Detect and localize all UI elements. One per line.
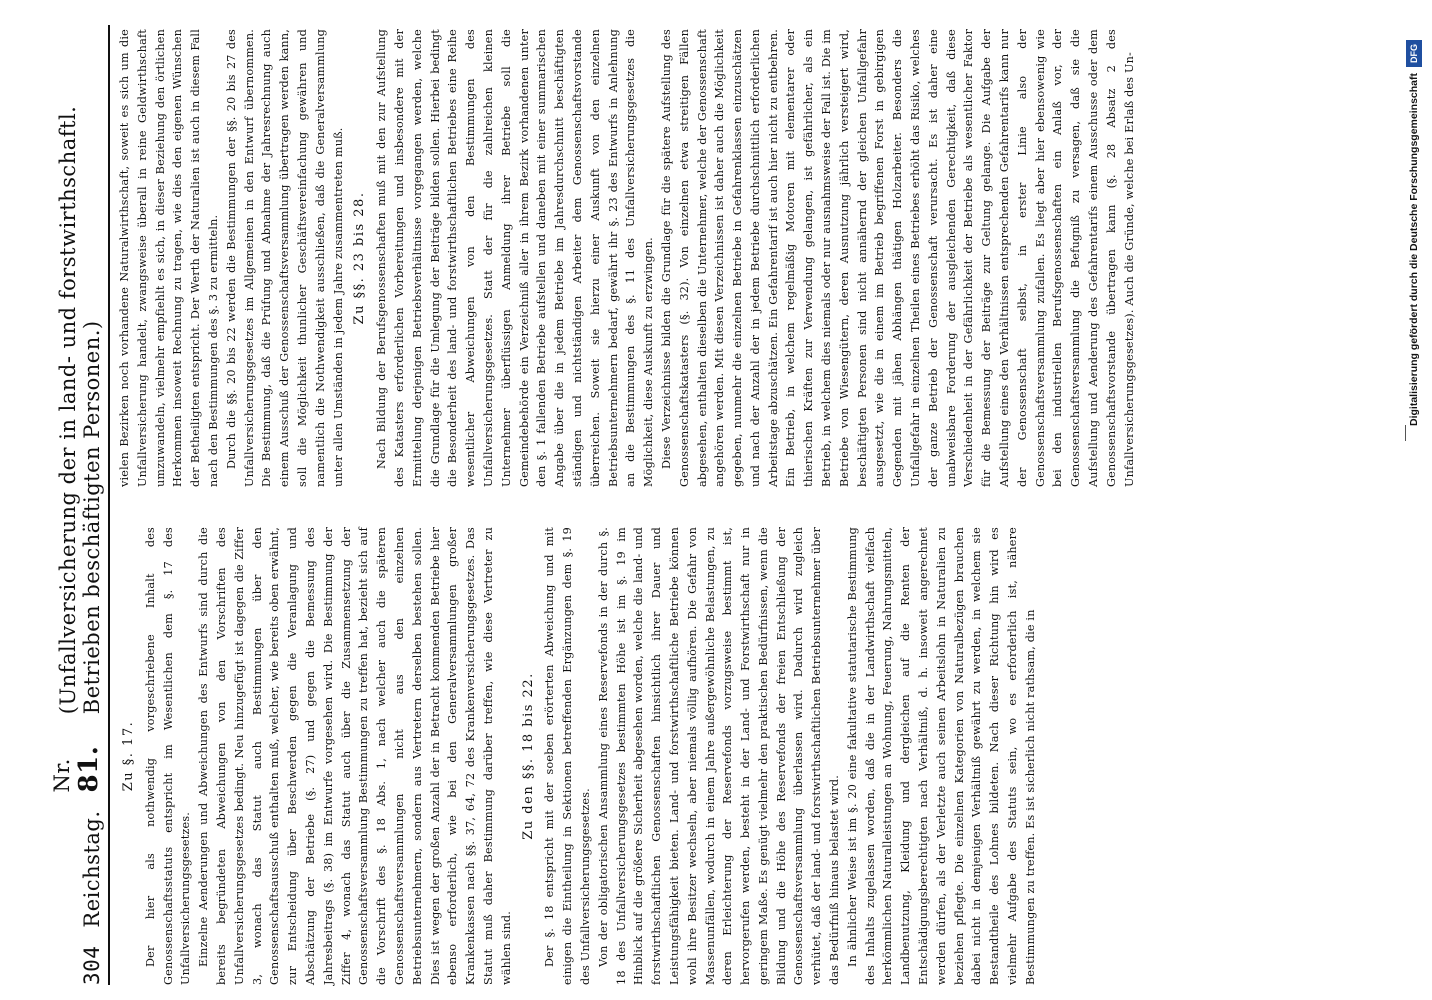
paragraph: Der §. 18 entspricht mit der soeben erörterten Abweichung und mit einigen die Eintheilung in Sektionen betreffenden Ergänzungen dem §. 19 des Unfallversicherungsgesetzes. xyxy=(543,527,592,985)
section-heading: Zu den §§. 18 bis 22. xyxy=(520,672,536,840)
left-column xyxy=(116,527,1040,985)
paragraph: Von der obligatorischen Ansammlung eines Reservefonds in der durch §. 18 des Unfallversicherungsgesetzes bestimmten Höhe ist im §. 19 im Hinblick auf die größere Sicherheit abgesehen worden, welche die land- und forstwirthschaftlichen Genossenschaften hinsichtlich ihrer Dauer und Leistungsfähigkeit bieten. Land- und forstwirthschaftliche Betriebe können wohl ihre Besitzer wechseln, aber niemals völlig aufhören. Die Gefahr von Massenunfällen, wodurch in einem Jahre außergewöhnliche Belastungen, zu deren Erleichterung der Reservefonds vorzugsweise bestimmt ist, hervorgerufen werden, besteht in der Land- und Forstwirthschaft nur in geringem Maße. Es genügt vielmehr den praktischen Bedürfnissen, wenn die Bildung und die Höhe des Reservefonds der freien Entschließung der Genossenschaftsversammlung überlassen wird. Dadurch wird zugleich verhütet, daß der land- und forstwirthschaftlichen Betriebsunternehmer über das Bedürfniß hinaus belastet wird. xyxy=(596,527,842,985)
paragraph: Diese Verzeichnisse bilden die Grundlage für die spätere Aufstellung des Genossenschaftskatasters (§. 32). Von einzelnen etwa streitigen Fällen abgesehen, enthalten dieselben die Unternehmer, welche der Genossenschaft angehören werden. Mit diesen Verzeichnissen ist daher auch die Möglichkeit gegeben, nunmehr die einzelnen Betriebe in Gefahrenklassen einzuschätzen und nach der Anzahl der in jedem Betriebe durchschnittlich erforderlichen Arbeitstage abzuschätzen. Ein Gefahrentarif ist auch hier nicht zu entbehren. Ein Betrieb, in welchem regelmäßig Motoren mit elementarer oder thierischen Kräften zur Verwendung gelangen, ist gefährlicher, als ein Betrieb, in welchem dies niemals oder nur ausnahmsweise der Fall ist. Die im Betriebe von Wiesengütern, deren Ausnutzung jährlich versteigert wird, beschäftigten Personen sind nicht annähernd der gleichen Unfallgefahr ausgesetzt, wie die in einem im Betrieb begriffenen Forst in gebirgigen Gegenden mit jähen Abhängen thätigen Holzarbeiter. Besonders die Unfallgefahr in einzelnen Theilen eines Betriebes erhöht das Risiko, welches der ganze Betrieb der Genossenschaft verursacht. Es ist daher eine unabweisbare Forderung der ausgleichenden Gerechtigkeit, daß diese Verschiedenheit in der Gefährlichkeit der Betriebe als wesentlicher Faktor für die Bemessung der Beiträge zur Geltung gelange. Die Aufgabe der Aufstellung eines den Verhältnissen entsprechenden Gefahrentarifs kann nur der Genossenschaft selbst, in erster Linie also der Genossenschaftsversammlung zufallen. Es liegt aber hier ebensowenig wie bei den industriellen Berufsgenossenschaften ein Anlaß vor, der Genossenschaftsversammlung die Befugniß zu versagen, daß sie die Aufstellung und Aenderung des Gefahrentarifs einem Ausschusse oder dem Genossenschaftsvorstande übertragen kann (§. 28 Absatz 2 des Unfallversicherungsgesetzes). Auch die Gründe, welche bei Erlaß des Un- xyxy=(659,29,1136,487)
rotated-page-content xyxy=(50,25,1390,985)
paragraph: Der hier als nothwendig vorgeschriebene Inhalt des Genossenschaftsstatuts entspricht im Wesentlichen dem §. 17 des Unfallversicherungsgesetzes. xyxy=(143,527,193,985)
section-heading: Zu §. 17. xyxy=(121,720,136,792)
digitization-note xyxy=(1404,40,1424,980)
page-header xyxy=(50,25,110,985)
header-reichstag: Reichstag. xyxy=(80,810,104,928)
right-column xyxy=(116,29,1138,487)
paragraph: Nach Bildung der Berufsgenossenschaften muß mit den zur Aufstellung des Katasters erforderlichen Vorbereitungen und insbesondere mit der Ermittelung derjenigen Betriebsverhältnisse vorgegangen werden, welche die Grundlage für die Umlegung der Beiträge bilden sollen. Hierbei bedingt die Besonderheit des land- und forstwirthschaftlichen Betriebes eine Reihe wesentlicher Abweichungen von den Bestimmungen des Unfallversicherungsgesetzes. Statt der für die zahlreichen kleinen Unternehmer überflüssigen Anmeldung ihrer Betriebe soll die Gemeindebehörde ein Verzeichniß aller in ihrem Bezirk vorhandenen unter den §. 1 fallenden Betriebe aufstellen und daneben mit einer summarischen Angabe über die in jedem Betriebe im Jahresdurchschnitt beschäftigten ständigen und nichtständigen Arbeiter dem Genossenschaftsvorstande überreichen. Soweit sie hierzu einer Auskunft von den einzelnen Betriebsunternehmern bedarf, gewährt ihr §. 23 des Entwurfs in Anlehnung an die Bestimmungen des §. 11 des Unfallversicherungsgesetzes die Möglichkeit, diese Auskunft zu erzwingen. xyxy=(375,29,656,487)
paragraph: vielen Bezirken noch vorhandene Naturalwirthschaft, soweit es sich um die Unfallversicherung handelt, zwangsweise überall in reine Geldwirthschaft umzuwandeln, vielmehr empfiehlt es sich, in dieser Beziehung den örtlichen Herkommen insoweit Rechnung zu tragen, wie dies den eigenen Wünschen der Betheiligten entspricht. Der Werth der Naturalien ist auch in diesem Fall nach den Bestimmungen des §. 3 zu ermitteln. xyxy=(118,29,220,487)
header-number xyxy=(50,732,104,792)
dfg-logo: DFG xyxy=(1406,40,1422,67)
paragraph: Einzelne Aenderungen und Abweichungen des Entwurfs sind durch die bereits begründeten Abweichungen von den Vorschriften des Unfallversicherungsgesetzes bedingt. Neu hinzugefügt ist dagegen die Ziffer 3, wonach das Statut auch Bestimmungen über den Genossenschaftsausschuß enthalten muß, welcher, wie bereits oben erwähnt, zur Entscheidung über Beschwerden gegen die Veranlagung und Abschätzung der Betriebe (§. 27) und gegen die Bemessung des Jahresbeitrags (§. 38) im Entwurfe vorgesehen wird. Die Bestimmung der Ziffer 4, wonach das Statut auch über die Zusammensetzung der Genossenschaftsversammlung Bestimmungen zu treffen hat, bezieht sich auf die Vorschrift des §. 18 Abs. 1, nach welcher auch die späteren Genossenschaftsversammlungen nicht aus den einzelnen Betriebsunternehmern, sondern aus Vertretern derselben bestehen sollen. Dies ist wegen der großen Anzahl der in Betracht kommenden Betriebe hier ebenso erforderlich, wie bei den Generalversammlungen großer Krankenkassen nach §§. 37, 64, 72 des Krankenversicherungsgesetzes. Das Statut muß daher Bestimmung darüber treffen, wie diese Vertreter zu wählen sind. xyxy=(197,527,513,985)
paragraph: In ähnlicher Weise ist im §. 20 eine fakultative statutarische Bestimmung des Inhalts zugelassen worden, daß die in der Landwirthschaft vielfach herkömmlichen Naturalleistungen an Wohnung, Feuerung, Nahrungsmitteln, Landbenutzung, Kleidung und dergleichen auf die Renten der Entschädigungsberechtigten nach Verhältniß, d. h. insoweit angerechnet werden dürfen, als der Verletzte auch seinen Arbeitslohn in Naturalien zu beziehen pflegte. Die einzelnen Kategorien von Naturalbezügen brauchen dabei nicht in demjenigen Verhältniß gewährt zu werden, in welchem sie Bestandtheile des Lohnes bildeten. Nach dieser Richtung hin wird es vielmehr Aufgabe des Statuts sein, wo es erforderlich ist, nähere Bestimmungen zu treffen. Es ist sicherlich nicht rathsam, die in xyxy=(845,527,1037,985)
header-nr-value: 81. xyxy=(74,745,104,793)
header-title: (Unfallversicherung der in land- und forstwirthschaftl. Betrieben beschäftigten Personen.) xyxy=(56,105,104,715)
paragraph: Durch die §§. 20 bis 22 werden die Bestimmungen der §§. 20 bis 27 des Unfallversicherungsgesetzes im Allgemeinen in den Entwurf übernommen. Die Bestimmung, daß die Prüfung und Abnahme der Jahresrechnung auch einem Ausschuß der Genossenschaftsversammlung übertragen werden kann, soll die Möglichkeit thunlicher Geschäftsvereinfachung gewähren und namentlich die Nothwendigkeit ausschließen, daß die Generalversammlung unter allen Umständen in jedem Jahre zusammentreten muß. xyxy=(224,29,345,487)
page-number: 304 xyxy=(80,945,104,985)
header-nr-prefix: Nr. xyxy=(50,758,74,793)
digitization-note-text: Digitalisierung gefördert durch die Deutsche Forschungsgemeinschaft xyxy=(1408,73,1420,426)
section-heading: Zu §§. 23 bis 28. xyxy=(352,191,368,325)
digitization-note-text-row xyxy=(1404,40,1424,980)
